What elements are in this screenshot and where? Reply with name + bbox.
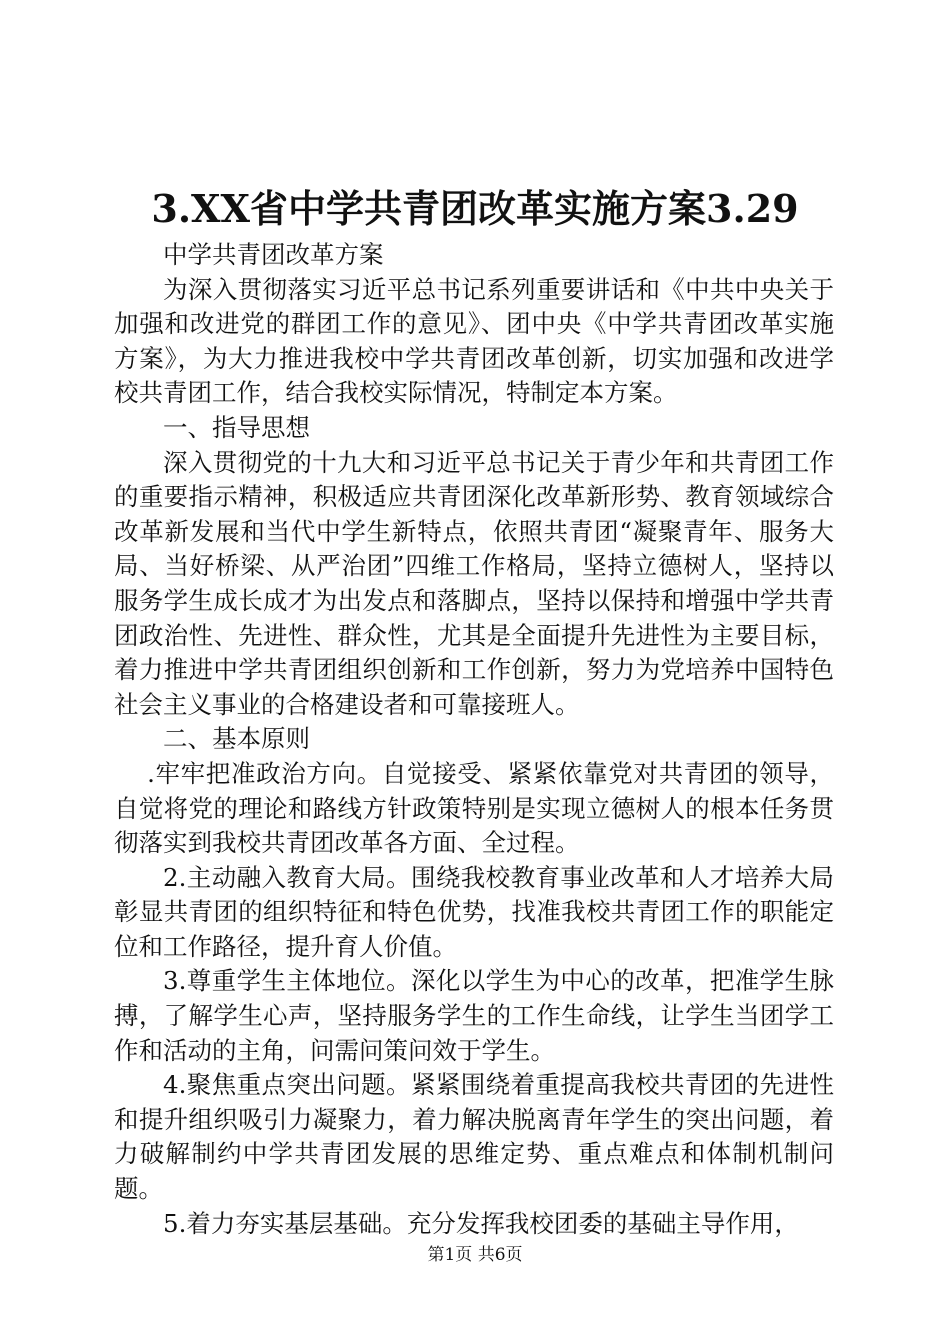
section-heading-basic-principles: 二、基本原则 [163, 724, 310, 754]
principle-item-4: 4.聚焦重点突出问题。紧紧围绕着重提高我校共青团的先进性和提升组织吸引力凝聚力，着力解决脱离青年学生的突出问题，着力破解制约中学共青团发展的思维定势、重点难点和体制机制问题。 [114, 1070, 834, 1204]
paragraph-guiding-ideology: 深入贯彻党的十九大和习近平总书记关于青少年和共青团工作的重要指示精神，积极适应共青团深化改革新形势、教育领域综合改革新发展和当代中学生新特点，依照共青团“凝聚青年、服务大局、当好桥梁、从严治团”四维工作格局，坚持立德树人，坚持以服务学生成长成才为出发点和落脚点，坚持以保持和增强中学共青团政治性、先进性、群众性，尤其是全面提升先进性为主要目标，着力推进中学共青团组织创新和工作创新，努力为党培养中国特色社会主义事业的合格建设者和可靠接班人。 [114, 447, 834, 719]
principle-item-2: 2.主动融入教育大局。围绕我校教育事业改革和人才培养大局彰显共青团的组织特征和特色优势，找准我校共青团工作的职能定位和工作路径，提升育人价值。 [114, 862, 834, 961]
document-body [114, 238, 834, 1241]
paragraph-subtitle: 中学共青团改革方案 [163, 240, 384, 269]
principle-item-5: 5.着力夯实基层基础。充分发挥我校团委的基础主导作用， [163, 1208, 799, 1238]
page-indicator: 第1页 共6页 [427, 1245, 523, 1265]
section-heading-guiding-ideology: 一、指导思想 [163, 412, 310, 442]
document-title: 3.XX省中学共青团改革实施方案3.29 [151, 186, 799, 231]
paragraph-intro: 为深入贯彻落实习近平总书记系列重要讲话和《中共中央关于加强和改进党的群团工作的意见》、团中央《中学共青团改革实施方案》，为大力推进我校中学共青团改革创新，切实加强和改进学校共青团工作，结合我校实际情况，特制定本方案。 [114, 274, 834, 408]
principle-item-3: 3.尊重学生主体地位。深化以学生为中心的改革，把准学生脉搏，了解学生心声，坚持服务学生的工作生命线，让学生当团学工作和活动的主角，问需问策问效于学生。 [114, 966, 834, 1065]
principle-item-1: .牢牢把准政治方向。自觉接受、紧紧依靠党对共青团的领导，自觉将党的理论和路线方针政策特别是实现立德树人的根本任务贯彻落实到我校共青团改革各方面、全过程。 [114, 758, 834, 858]
